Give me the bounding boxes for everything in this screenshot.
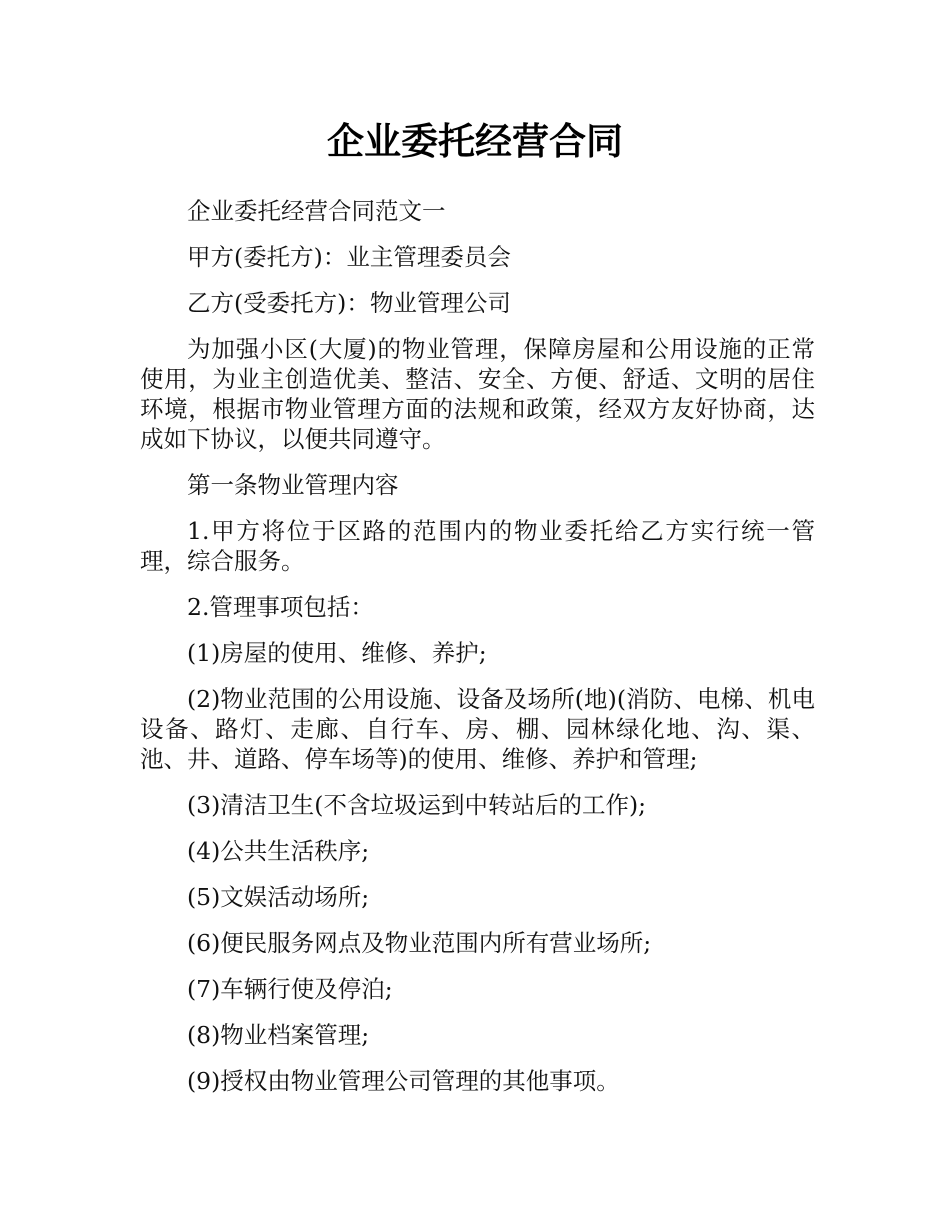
paragraph-subitem-4: (4)公共生活秩序; <box>187 837 370 865</box>
paragraph-subitem-9: (9)授权由物业管理公司管理的其他事项。 <box>187 1067 620 1095</box>
paragraph-subitem-7: (7)车辆行使及停泊; <box>187 975 393 1003</box>
document-body <box>140 196 815 1112</box>
paragraph-preamble: 为加强小区(大厦)的物业管理，保障房屋和公用设施的正常使用，为业主创造优美、整洁、安全、方便、舒适、文明的居住环境，根据市物业管理方面的法规和政策，经双方友好协商，达成如下协议，以便共同遵守。 <box>140 335 815 453</box>
paragraph-item-2: 2.管理事项包括： <box>187 593 374 621</box>
document-title: 企业委托经营合同 <box>327 120 623 163</box>
paragraph-subitem-3: (3)清洁卫生(不含垃圾运到中转站后的工作); <box>187 791 647 819</box>
paragraph-subitem-2: (2)物业范围的公用设施、设备及场所(地)(消防、电梯、机电设备、路灯、走廊、自行车、房、棚、园林绿化地、沟、渠、池、井、道路、停车场等)的使用、维修、养护和管理; <box>140 685 815 773</box>
paragraph-subitem-1: (1)房屋的使用、维修、养护; <box>187 639 487 667</box>
paragraph-item-1: 1.甲方将位于区路的范围内的物业委托给乙方实行统一管理，综合服务。 <box>140 517 815 575</box>
paragraph-party-b: 乙方(受委托方)：物业管理公司 <box>187 289 511 317</box>
paragraph-article-1-heading: 第一条物业管理内容 <box>187 471 399 499</box>
paragraph-subitem-8: (8)物业档案管理; <box>187 1021 370 1049</box>
paragraph-subitem-6: (6)便民服务网点及物业范围内所有营业场所; <box>187 929 652 957</box>
paragraph-heading-sample: 企业委托经营合同范文一 <box>187 197 446 225</box>
paragraph-subitem-5: (5)文娱活动场所; <box>187 883 370 911</box>
paragraph-party-a: 甲方(委托方)：业主管理委员会 <box>187 243 511 271</box>
